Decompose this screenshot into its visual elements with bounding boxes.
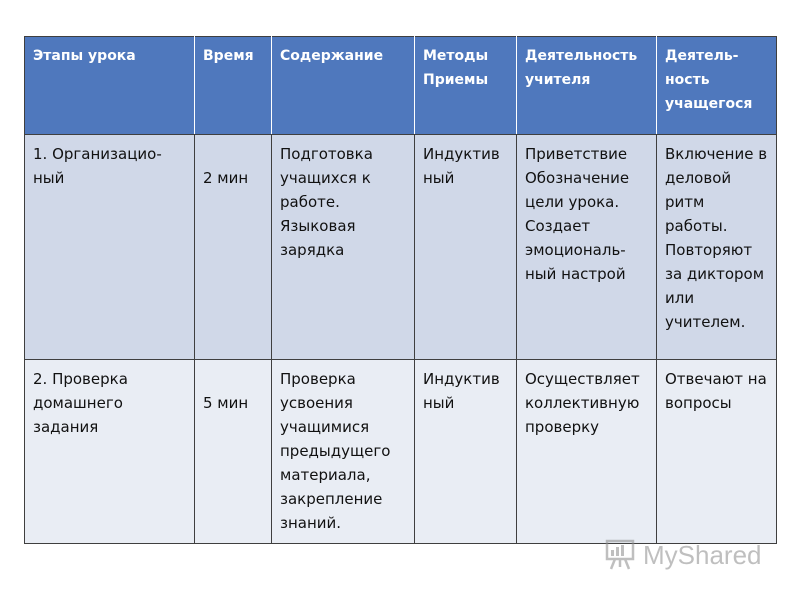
watermark-text: MyShared [643, 540, 762, 570]
cell-teacher-activity: Приветствие Обозначение цели урока. Создает эмоциональ-ный настрой [517, 135, 657, 360]
cell-time: 5 мин [195, 360, 272, 544]
table-header-row [25, 37, 777, 135]
cell-stage: 2. Проверка домашнего задания [25, 360, 195, 544]
header-student-activity: Деятель-ность учащегося [657, 37, 777, 135]
cell-time: 2 мин [195, 135, 272, 360]
cell-student-activity: Включение в деловой ритм работы. Повторяют за диктором или учителем. [657, 135, 777, 360]
cell-content: Проверка усвоения учащимися предыдущего материала, закрепление знаний. [272, 360, 415, 544]
cell-stage: 1. Организацио-ный [25, 135, 195, 360]
cell-student-activity: Отвечают на вопросы [657, 360, 777, 544]
table-row [25, 360, 777, 544]
header-time: Время [195, 37, 272, 135]
presentation-board-icon [603, 538, 637, 572]
table-row [25, 135, 777, 360]
cell-methods: Индуктив ный [415, 135, 517, 360]
cell-content: Подготовка учащихся к работе. Языковая зарядка [272, 135, 415, 360]
header-methods: Методы Приемы [415, 37, 517, 135]
header-stages: Этапы урока [25, 37, 195, 135]
header-content: Содержание [272, 37, 415, 135]
lesson-plan-table [24, 36, 777, 544]
watermark [603, 537, 762, 573]
header-teacher-activity: Деятельность учителя [517, 37, 657, 135]
cell-methods: Индуктив ный [415, 360, 517, 544]
cell-teacher-activity: Осуществляет коллективную проверку [517, 360, 657, 544]
